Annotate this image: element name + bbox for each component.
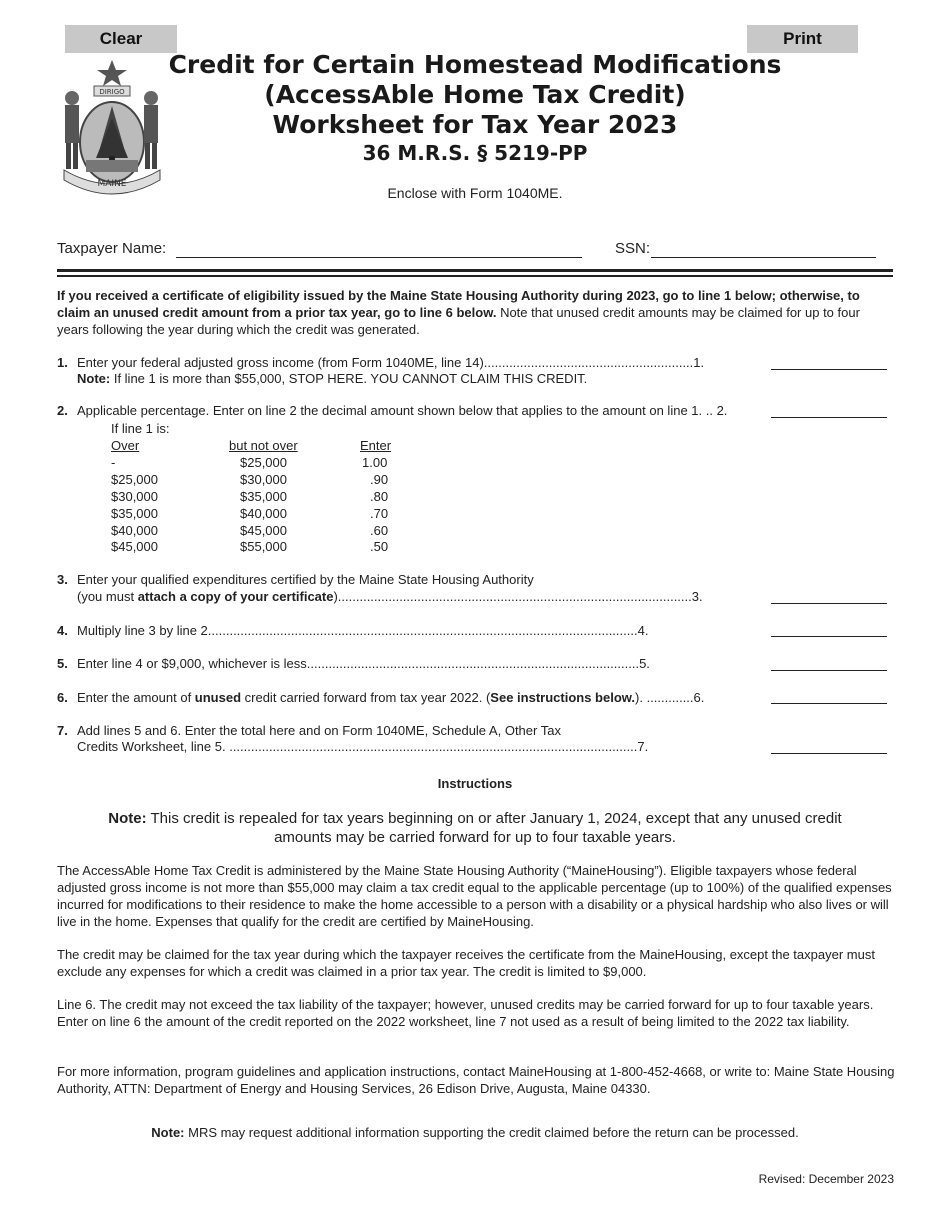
print-button[interactable]: Print (747, 25, 858, 53)
instructions-paragraph-1: The AccessAble Home Tax Credit is administered by the Maine State Housing Authority (“MaineHousing”). Eligible taxpayers whose federal adjusted gross income is not more than $55,000 may claim a tax credit equal to the applicable percentage (up to 100%) of the qualified expenses incurred for modifications to their residence to make the home accessible to a person with a disability or a physical hardship who also lives or will live in the home. Expenses that qualify for the credit are certified by MaineHousing. (57, 863, 892, 929)
line-5-input[interactable] (771, 656, 887, 671)
pct-cell: $40,000 (240, 506, 287, 521)
final-note: Note: MRS may request additional information supporting the credit claimed before the return can be processed. (151, 1125, 799, 1140)
revised-date: Revised: December 2023 (758, 1172, 894, 1186)
enclose-note: Enclose with Form 1040ME. (387, 185, 563, 201)
line-4-input[interactable] (771, 622, 887, 637)
pct-cell: 1.00 (362, 455, 388, 470)
pct-cell: .90 (370, 472, 389, 487)
line-7-continued: Credits Worksheet, line 5. .................................................................................................................7. (77, 739, 649, 754)
pct-cell: $25,000 (240, 455, 287, 470)
taxpayer-name-label: Taxpayer Name: (57, 240, 167, 257)
pct-table-header-enter: Enter (360, 438, 392, 453)
pct-table-header-not-over: but not over (229, 438, 298, 453)
pct-cell: $35,000 (240, 489, 287, 504)
instructions-paragraph-4: For more information, program guidelines and application instructions, contact MaineHousing at 1-800-452-4668, or write to: Maine State Housing Authority, ATTN: Department of Energy and Housing Services, 26 Edison Drive, Augusta, Maine 04330. (57, 1064, 895, 1096)
intro-paragraph: If you received a certificate of eligibility issued by the Maine State Housing Authority during 2023, go to line 1 below; otherwise, to claim an unused credit amount from a prior tax year, go to line 6 below. Note that unused credit amounts may be claimed for up to four years following the year during which the credit was generated. (57, 288, 860, 337)
pct-cell: $45,000 (240, 523, 287, 538)
divider-bottom (57, 275, 893, 277)
line-1: 1. Enter your federal adjusted gross income (from Form 1040ME, line 14)..........................................................1. (57, 355, 705, 370)
line-3: 3. Enter your qualified expenditures certified by the Maine State Housing Authority (57, 572, 534, 587)
line-3-input[interactable] (771, 589, 887, 604)
line-6: 6. Enter the amount of unused credit carried forward from tax year 2022. (See instructions below.). .............6. (57, 690, 705, 705)
divider-top (57, 269, 893, 272)
pct-cell: .80 (370, 489, 389, 504)
pct-cell: $30,000 (240, 472, 287, 487)
pct-cell: .60 (370, 523, 389, 538)
pct-table-intro: If line 1 is: (111, 421, 170, 436)
instructions-heading: Instructions (437, 776, 513, 791)
line-1-input[interactable] (771, 355, 887, 370)
pct-cell: $30,000 (111, 489, 158, 504)
line-4: 4. Multiply line 3 by line 2.......................................................................................................................4. (57, 623, 649, 638)
pct-cell: $55,000 (240, 539, 287, 554)
instructions-paragraph-3: Line 6. The credit may not exceed the tax liability of the taxpayer; however, unused credits may be carried forward for up to four taxable years. Enter on line 6 the amount of the credit reported on the 2022 worksheet, line 7 not used as a result of being limited to the 2022 tax liability. (57, 997, 874, 1029)
ssn-label: SSN: (615, 240, 651, 257)
line-2: 2. Applicable percentage. Enter on line 2 the decimal amount shown below that applies to the amount on line 1. .. 2. (57, 403, 728, 418)
form-title-line2: (AccessAble Home Tax Credit) (264, 80, 686, 109)
line-5: 5. Enter line 4 or $9,000, whichever is less............................................................................................5. (57, 656, 650, 671)
seal-banner-text: DIRIGO (99, 88, 125, 96)
ssn-field[interactable] (651, 241, 876, 258)
form-title-line1: Credit for Certain Homestead Modifications (168, 50, 782, 79)
seal-scroll-text: MAINE (97, 179, 127, 189)
pct-cell: $40,000 (111, 523, 158, 538)
pct-cell: .70 (370, 506, 389, 521)
line-1-note: Note: If line 1 is more than $55,000, STOP HERE. YOU CANNOT CLAIM THIS CREDIT. (77, 371, 588, 386)
statute-reference: 36 M.R.S. § 5219-PP (362, 141, 588, 165)
pct-cell: $45,000 (111, 539, 158, 554)
line-6-input[interactable] (771, 689, 887, 704)
pct-cell: .50 (370, 539, 389, 554)
pct-cell: $35,000 (111, 506, 158, 521)
pct-cell: $25,000 (111, 472, 158, 487)
line-3-continued: (you must attach a copy of your certificate)..................................................................................................3. (77, 589, 703, 604)
pct-cell: - (111, 455, 116, 470)
pct-table-header-over: Over (111, 438, 140, 453)
taxpayer-name-field[interactable] (176, 241, 582, 258)
line-7: 7. Add lines 5 and 6. Enter the total here and on Form 1040ME, Schedule A, Other Tax (57, 723, 561, 738)
clear-button[interactable]: Clear (65, 25, 177, 53)
line-2-input[interactable] (771, 403, 887, 418)
form-title-line3: Worksheet for Tax Year 2023 (272, 110, 678, 139)
repeal-note: Note: This credit is repealed for tax years beginning on or after January 1, 2024, except that any unused credit amounts may be carried forward for up to four taxable years. (108, 810, 842, 846)
instructions-paragraph-2: The credit may be claimed for the tax year during which the taxpayer receives the certificate from the MaineHousing, except the taxpayer must exclude any expenses for which a credit was claimed in a prior tax year. The credit is limited to $9,000. (57, 947, 875, 979)
line-7-input[interactable] (771, 739, 887, 754)
